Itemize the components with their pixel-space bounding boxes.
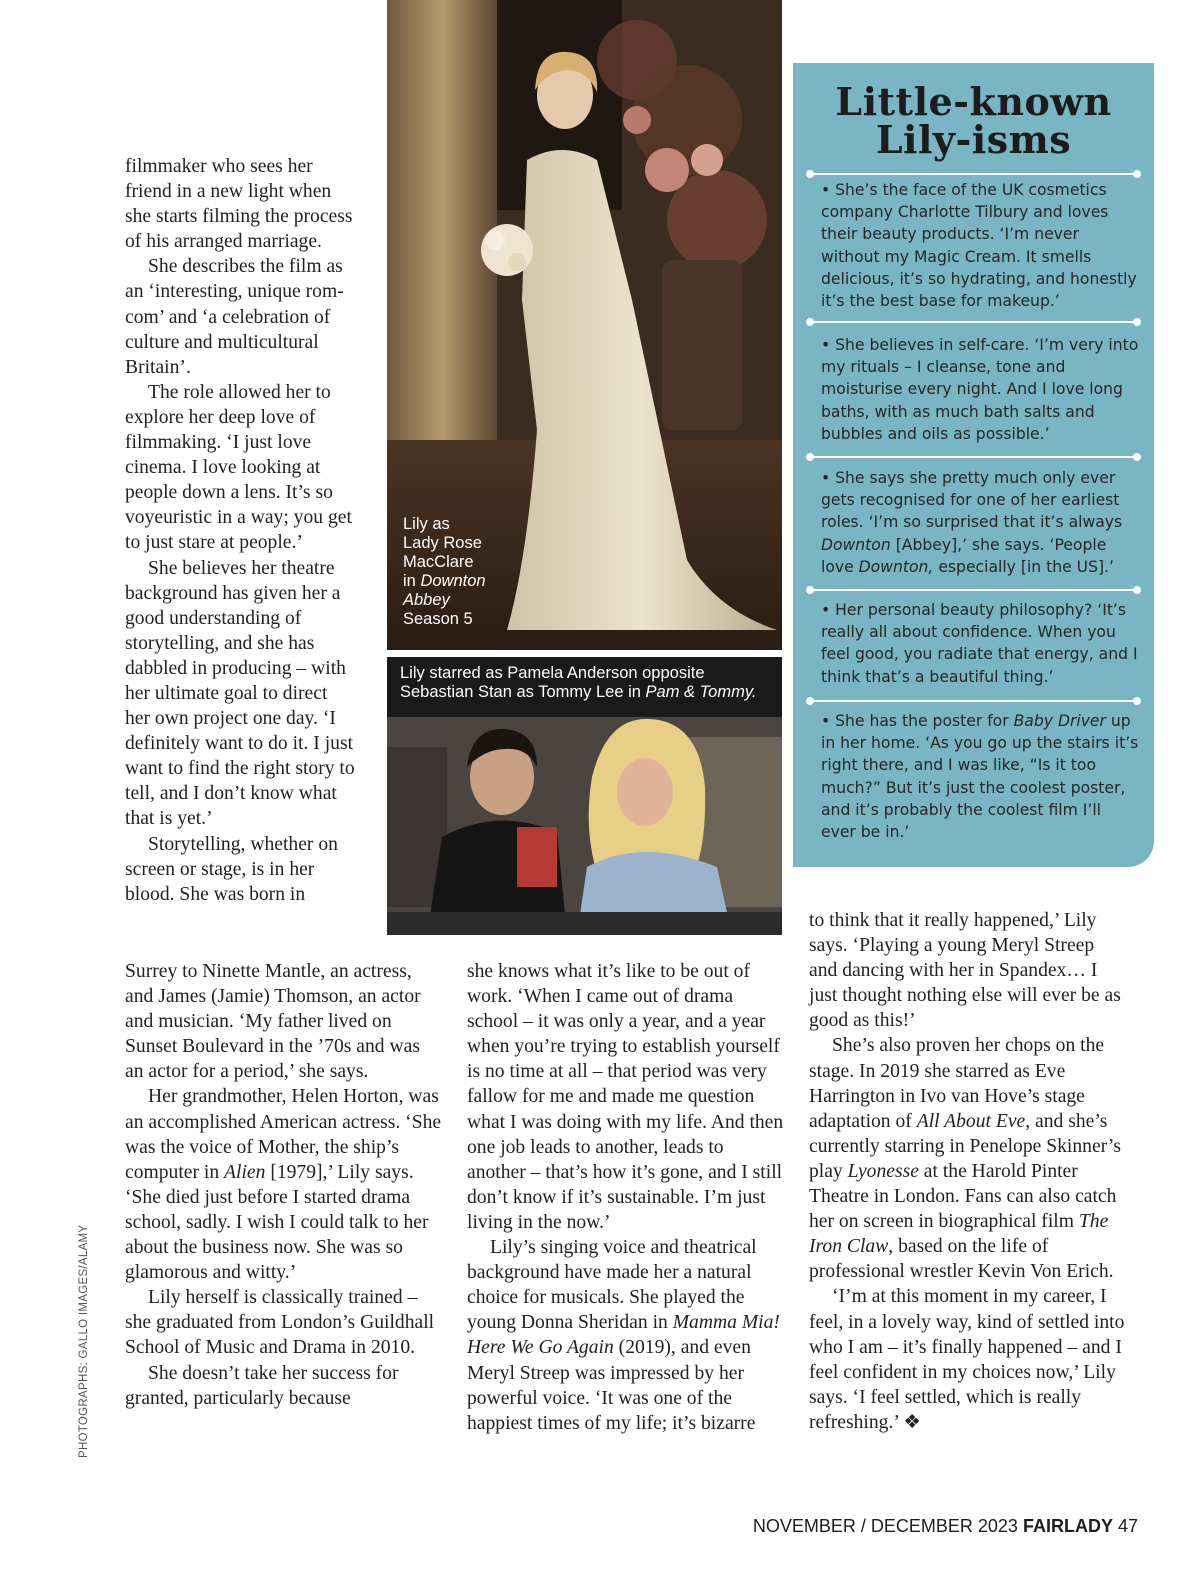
paragraph: to think that it really happened,’ Lily says. ‘Playing a young Meryl Streep and dancing with her in Spandex… I just thought nothing else will ever be as good as this!’ — [809, 910, 1121, 1032]
caption-show-title: Downton — [420, 572, 486, 590]
text-run: at the Harold Pinter Theatre in London. Fans can also catch her on screen in biographical film — [809, 1160, 1117, 1233]
text-run: (2019), and even Meryl Streep was impressed by her powerful voice. ‘It was one of the happiest times of my life; it’s bizarre — [467, 1337, 756, 1434]
film-title: Baby Driver — [1013, 712, 1106, 730]
sidebar-divider — [809, 456, 1138, 458]
caption-show-title: Abbey — [403, 591, 450, 609]
film-title: Mamma Mia! Here We Go Again — [467, 1312, 780, 1359]
sidebar-item — [821, 467, 1139, 578]
text-run: ‘I’m at this moment in my career, I feel, in a lovely way, kind of settled into who I am – it’s finally happened – and I feel confident in my choices now,’ Lily says. ‘I feel settled, which is really refreshing.’ — [809, 1286, 1125, 1433]
page-folio — [753, 1516, 1138, 1537]
photo-caption-pam-and-tommy — [400, 664, 780, 702]
text-run: especially [in the US].’ — [938, 557, 1114, 576]
paragraph: She believes her theatre background has given her a good understanding of storytelling, and she has dabbled in producing – with her ultimate goal to direct her own project one day. ‘I definitely want to do it. I just want to find the right story to tell, and I don’t know what that is yet.’ — [125, 557, 355, 830]
article-column-2 — [467, 959, 785, 1436]
paragraph: She describes the film as an ‘interesting, unique rom-com’ and ‘a celebration of culture and multicultural Britain’. — [125, 256, 344, 378]
text-run: Lily’s singing voice and theatrical background have made her a natural choice for musicals. She played the young Donna Sheridan in — [467, 1237, 757, 1334]
photo-lady-rose — [387, 0, 782, 650]
text-run: Her grandmother, Helen Horton, was an accomplished American actress. ‘She was the voice of Mother, the ship’s computer in — [125, 1086, 442, 1183]
paragraph: filmmaker who sees her friend in a new light when she starts filming the process of his arranged marriage. — [125, 156, 353, 253]
sidebar-divider — [809, 589, 1138, 591]
paragraph: Surrey to Ninette Mantle, an actress, and James (Jamie) Thomson, an actor and musician. ‘My father lived on Sunset Boulevard in the ’70s and was an actor for a period,’ she says. — [125, 961, 421, 1083]
sidebar-title-line: Lily-isms — [875, 117, 1072, 162]
text-run: , and she’s currently starring in Penelope Skinner’s play — [809, 1110, 1121, 1182]
sidebar-divider — [809, 321, 1138, 323]
paragraph — [467, 1235, 785, 1436]
film-title: The Iron Claw — [809, 1211, 1109, 1258]
paragraph — [809, 1284, 1127, 1435]
paragraph: she knows what it’s like to be out of work. ‘When I came out of drama school – it was only a year, and a year when you’re trying to establish yourself is no time at all – that period was very fallow for me and made me question what I was doing with my life. And then one job leads to another, leads to another – that’s how it’s gone, and I still don’t know if it’s sustainable. I’m just living in the now.’ — [467, 961, 784, 1233]
sidebar-item: • She’s the face of the UK cosmetics company Charlotte Tilbury and loves their beauty products. ‘I’m never without my Magic Cream. It smells delicious, it’s so hydrating, and honestly it’s the best base for makeup.’ — [821, 181, 1137, 311]
paragraph: She doesn’t take her success for granted, particularly because — [125, 1362, 399, 1409]
photo-credit: PHOTOGRAPHS: GALLO IMAGES/ALAMY — [78, 1224, 90, 1458]
sidebar-title-line: Little-known — [835, 79, 1112, 124]
sidebar-title — [793, 79, 1154, 162]
text-run: , based on the life of professional wrestler Kevin Von Erich. — [809, 1236, 1114, 1283]
page-number: 47 — [1117, 1516, 1138, 1536]
article-column-1-lower — [125, 959, 443, 1411]
text-run: [Abbey],’ she says. ‘People love — [821, 535, 1107, 576]
sidebar-divider — [809, 700, 1138, 702]
sidebar-item: • Her personal beauty philosophy? ‘It’s really all about confidence. When you feel good, you radiate that energy, and I think that’s a beautiful thing.’ — [821, 601, 1138, 686]
caption-line: Lady Rose — [403, 534, 482, 552]
sidebar-item: • She believes in self-care. ‘I’m very into my rituals – I cleanse, tone and moisturise every night. And I love long baths, with as much bath salts and bubbles and oils as possible.’ — [821, 336, 1139, 443]
text-run: She’s also proven her chops on the stage. In 2019 she starred as Eve Harrington in Ivo van Hove’s stage adaptation of — [809, 1035, 1105, 1132]
article-column-3 — [809, 908, 1127, 1435]
photo-pam-and-tommy — [387, 657, 782, 935]
photo-caption-lady-rose — [403, 515, 513, 629]
paragraph — [809, 1033, 1127, 1284]
caption-line: in — [403, 572, 416, 590]
issue-date: NOVEMBER / DECEMBER 2023 — [752, 1516, 1018, 1536]
text-run: • She has the poster for — [821, 712, 1009, 730]
paragraph: Lily herself is classically trained – she graduated from London’s Guildhall School of Music and Drama in 2010. — [125, 1287, 435, 1359]
caption-line: Lily starred as Pamela Anderson opposite Sebastian Stan as Tommy Lee in — [400, 664, 705, 701]
end-mark-icon: ❖ — [903, 1411, 921, 1433]
sidebar-divider — [809, 173, 1138, 175]
caption-line: Season 5 — [403, 610, 473, 628]
play-title: All About Eve — [916, 1110, 1026, 1132]
sidebar-item — [821, 710, 1139, 843]
caption-line: MacClare — [403, 553, 474, 571]
show-title: Downton — [821, 535, 891, 554]
paragraph: The role allowed her to explore her deep love of filmmaking. ‘I just love cinema. I love looking at people down a lens. It’s so voyeuristic in a way; you get to just stare at people.’ — [125, 381, 352, 554]
show-title: Downton, — [858, 557, 934, 576]
film-title: Alien — [224, 1161, 266, 1183]
text-run: [1979],’ Lily says. ‘She died just before I started drama school, sadly. I wish I could talk to her about the business now. She was so glamorous and witty.’ — [125, 1161, 429, 1284]
text-run: • She says she pretty much only ever gets recognised for one of her earliest roles. ‘I’m so surprised that it’s always — [821, 469, 1123, 532]
text-run: up in her home. ‘As you go up the stairs it’s right there, and I was like, “Is it too much?” But it’s just the coolest poster, and it’s probably the coolest film I’ll ever be in.’ — [821, 712, 1139, 842]
paragraph: Storytelling, whether on screen or stage, is in her blood. She was born in — [125, 833, 338, 905]
article-column-1-upper — [125, 154, 357, 907]
magazine-name: FAIRLADY — [1022, 1516, 1113, 1536]
sidebar-lily-isms — [793, 63, 1154, 867]
play-title: Lyonesse — [847, 1160, 919, 1182]
caption-line: Lily as — [403, 515, 450, 533]
paragraph — [125, 1084, 443, 1285]
caption-show-title: Pam & Tommy. — [645, 683, 757, 701]
